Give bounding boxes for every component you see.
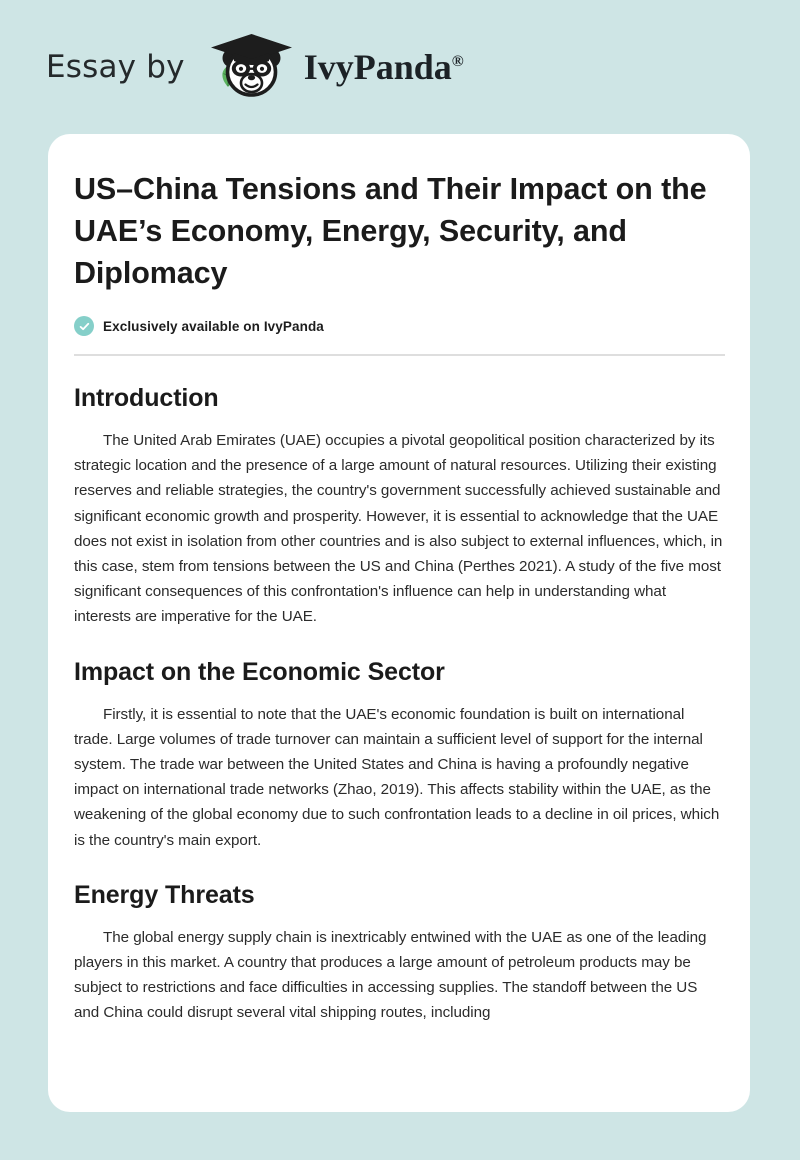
section-heading-energy-threats: Energy Threats	[74, 880, 255, 909]
exclusive-availability-label: Exclusively available on IvyPanda	[103, 318, 324, 334]
essay-by-label: Essay by	[46, 48, 185, 85]
exclusive-availability-badge	[74, 316, 725, 336]
panda-graduate-logo-icon	[201, 30, 295, 104]
check-circle-icon	[74, 316, 94, 336]
section-heading-introduction: Introduction	[74, 384, 219, 412]
section-heading-impact-on-the-economic-sector: Impact on the Economic Sector	[74, 657, 445, 686]
section-paragraph: The global energy supply chain is inextricably entwined with the UAE as one of the leading players in this market. A country that produces a large amount of petroleum products may be subject to restrictions and face difficulties in accessing supplies. The standoff between the US and China could disrupt several vital shipping routes, including	[74, 928, 707, 1022]
section-paragraph: Firstly, it is essential to note that the UAE's economic foundation is built on international trade. Large volumes of trade turnover can maintain a sufficient level of support for the internal system. The trade war between the United States and China is having a profoundly negative impact on international trade networks (Zhao, 2019). This affects stability within the UAE, as the weakening of the global economy due to such confrontation leads to a decline in oil prices, which is the country's main export.	[74, 705, 720, 849]
registered-trademark-symbol: ®	[451, 53, 464, 70]
essay-paper-card	[48, 134, 750, 1112]
brand-header	[0, 0, 800, 134]
header-divider	[74, 354, 725, 356]
wordmark-text: IvyPanda	[303, 47, 452, 87]
ivypanda-wordmark	[304, 49, 464, 85]
section-paragraph: The United Arab Emirates (UAE) occupies a pivotal geopolitical position characterized by its strategic location and the presence of a large amount of natural resources. Utilizing their existing reserves and reliable strategies, the country's government successfully achieved sustainable and significant economic growth and prosperity. However, it is essential to acknowledge that the UAE does not exist in isolation from other countries and is also subject to external influences, which, in this case, stem from tensions between the US and China (Perthes 2021). A study of the five most significant consequences of this confrontation's influence can help in understanding what interests are imperative for the UAE.	[74, 432, 723, 626]
page-title: US–China Tensions and Their Impact on the UAE’s Economy, Energy, Security, and Diplomacy	[74, 172, 707, 290]
ivypanda-logo[interactable]	[201, 30, 464, 104]
